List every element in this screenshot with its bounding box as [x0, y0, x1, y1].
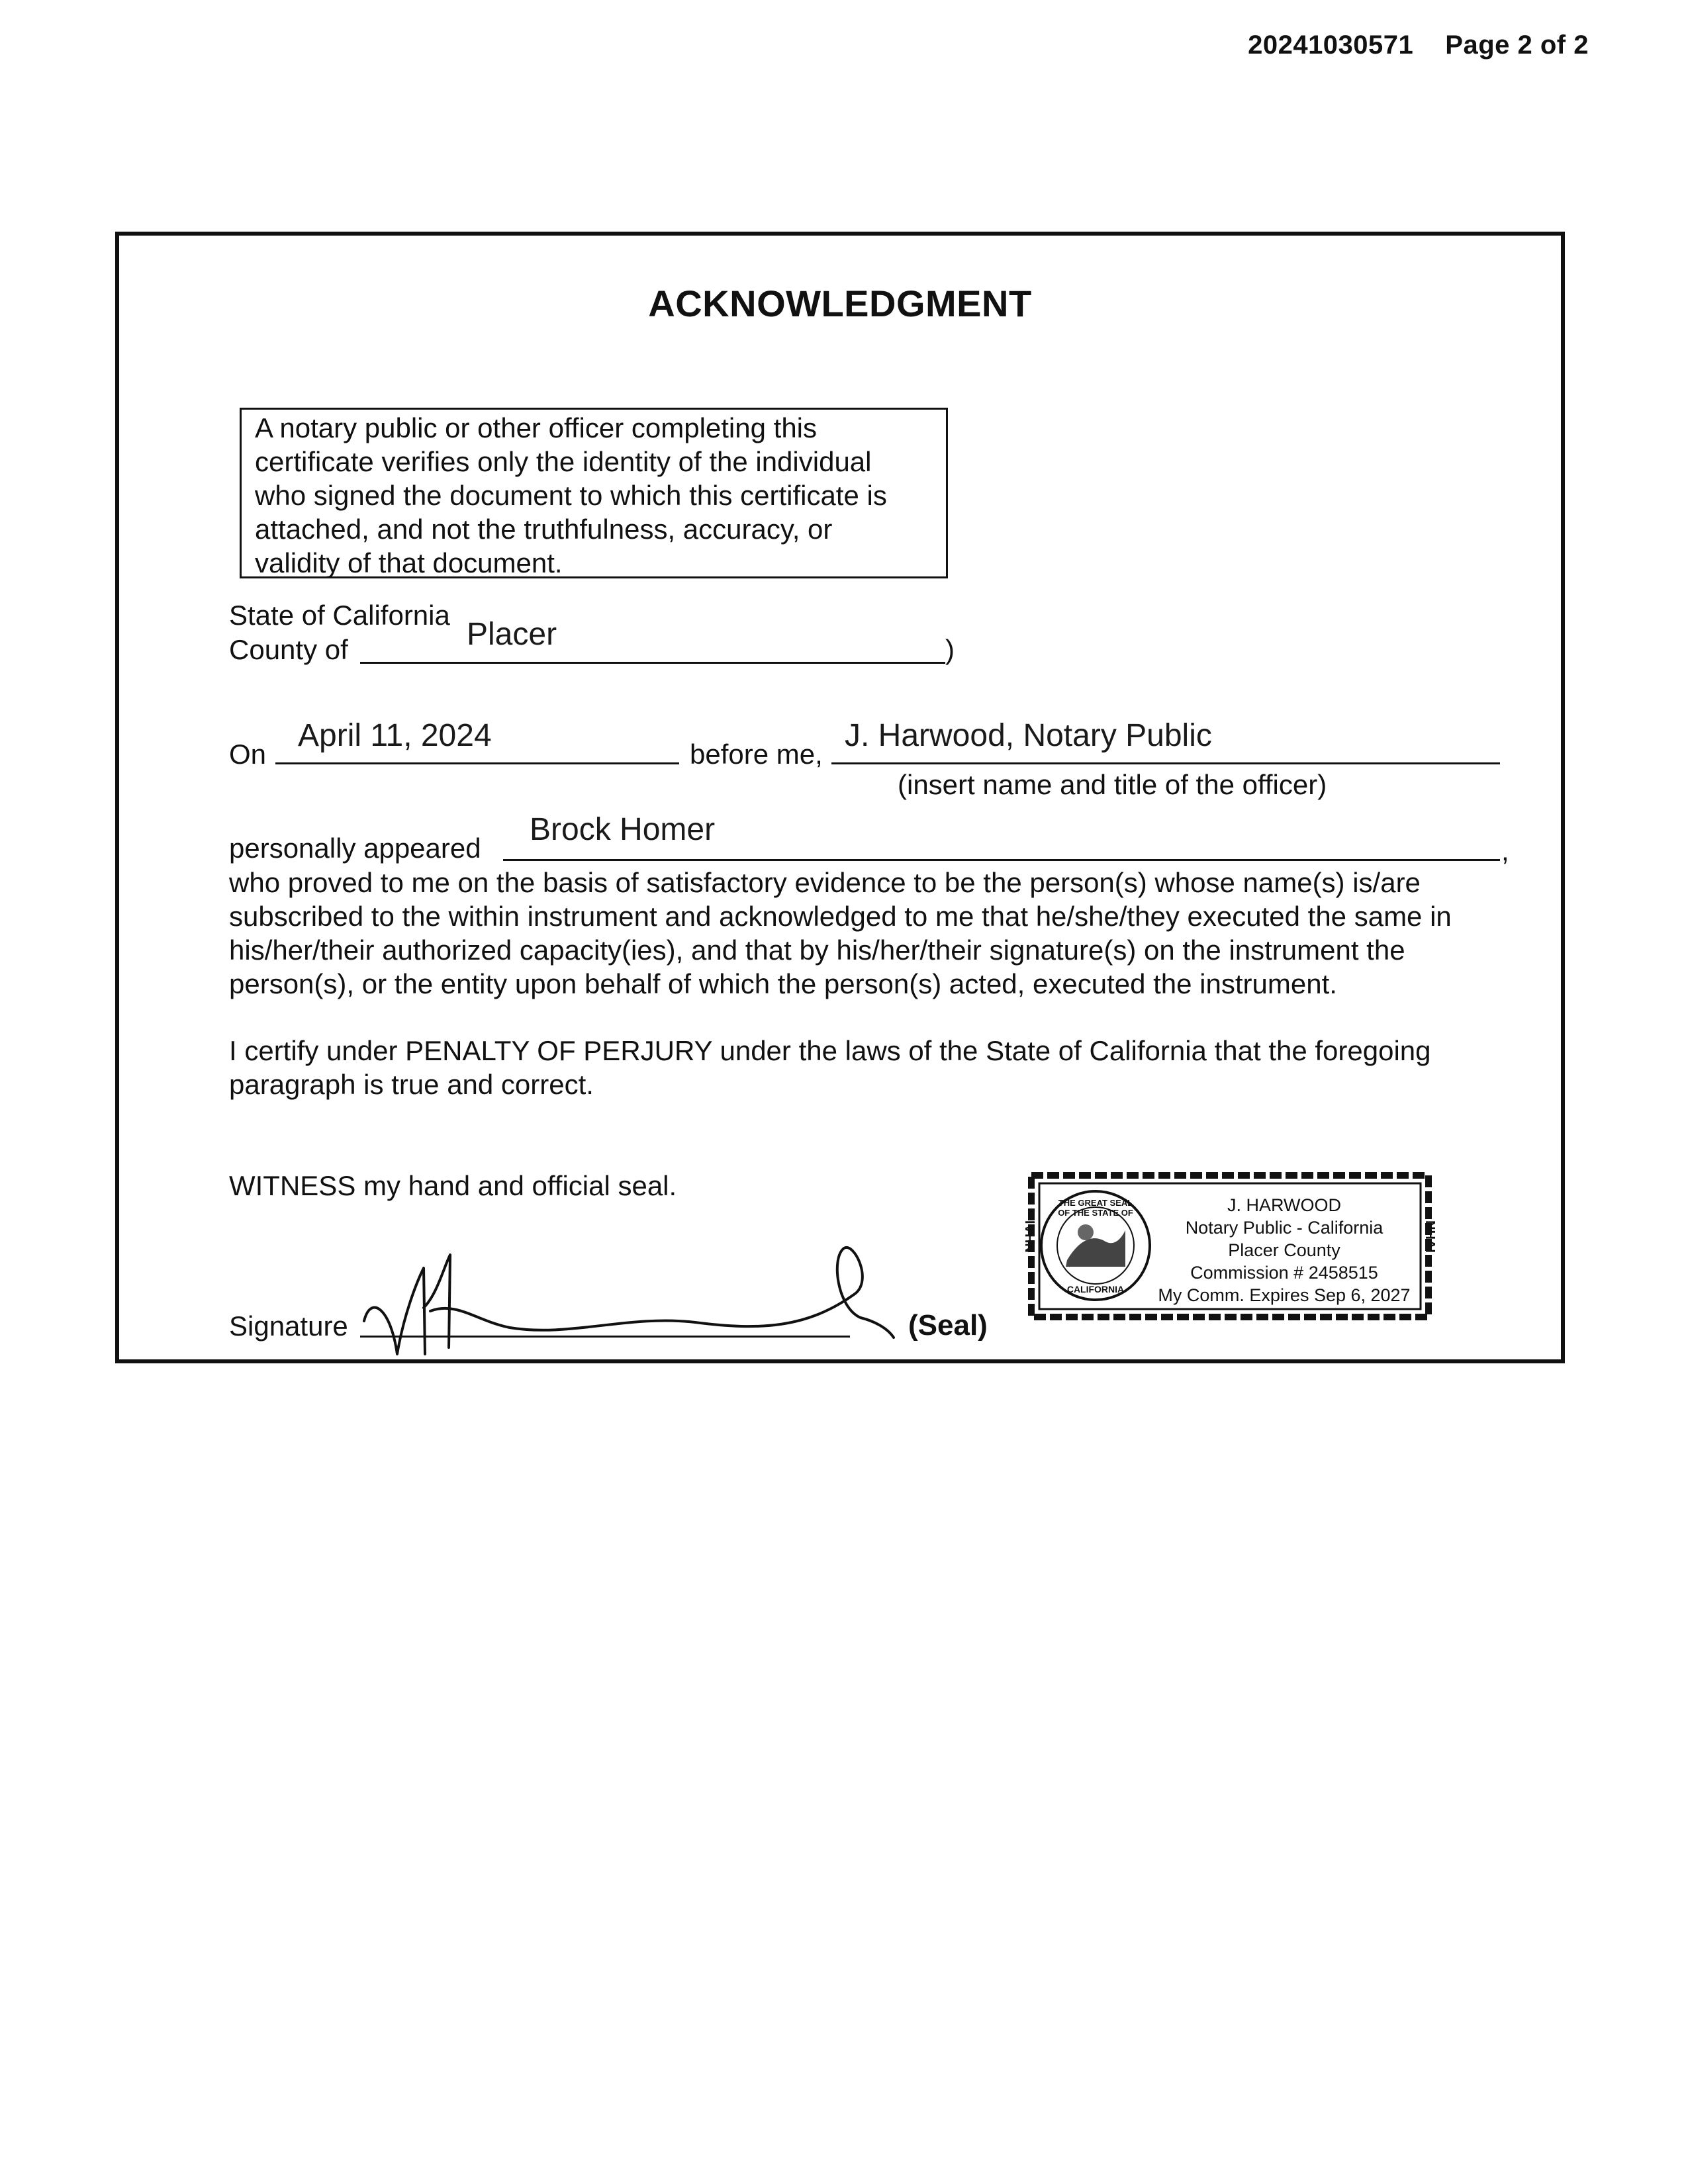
signer-underline: [503, 859, 1500, 861]
paragraph-line: who proved to me on the basis of satisfactory evidence to be the person(s) whose name(s) is/are: [229, 867, 1421, 898]
notice-line: attached, and not the truthfulness, accuracy, or: [255, 514, 833, 545]
date-field[interactable]: April 11, 2024: [298, 718, 492, 753]
county-field[interactable]: Placer: [467, 617, 557, 652]
officer-underline: [831, 762, 1500, 764]
paragraph-line: subscribed to the within instrument and acknowledged to me that he/she/they executed the same in: [229, 901, 1452, 932]
county-label: County of: [229, 634, 348, 665]
proof-paragraph: [229, 866, 1526, 1001]
stamp-expiration: My Comm. Expires Sep 6, 2027: [1158, 1285, 1411, 1305]
seal-label: (Seal): [908, 1309, 988, 1342]
witness-statement: WITNESS my hand and official seal.: [229, 1170, 677, 1201]
appeared-label: personally appeared: [229, 833, 481, 864]
appeared-comma: ,: [1501, 835, 1509, 866]
acknowledgment-frame: [115, 232, 1565, 1363]
notice-line: validity of that document.: [255, 547, 563, 578]
notary-notice-box: [240, 408, 948, 578]
stamp-notary-title: Notary Public - California: [1185, 1218, 1383, 1238]
perjury-paragraph: [229, 1034, 1526, 1101]
county-underline: [360, 662, 945, 664]
notary-stamp: [1023, 1167, 1437, 1326]
seal-bottom-text: CALIFORNIA: [1066, 1284, 1125, 1295]
notice-line: certificate verifies only the identity of the individual: [255, 446, 872, 477]
signature-label: Signature: [229, 1310, 348, 1342]
document-number: 20241030571: [1248, 30, 1414, 60]
seal-top-text: THE GREAT SEAL OF THE STATE OF: [1058, 1198, 1133, 1218]
stamp-text-block: [1152, 1194, 1417, 1306]
page-number: Page 2 of 2: [1445, 30, 1589, 60]
notice-line: A notary public or other officer completing this: [255, 412, 818, 443]
state-label: State of California: [229, 600, 450, 631]
perjury-line: paragraph is true and correct.: [229, 1069, 594, 1100]
perjury-line: I certify under PENALTY OF PERJURY under the laws of the State of California that the foregoing: [229, 1035, 1431, 1066]
county-close-paren: ): [945, 634, 955, 665]
before-me-label: before me,: [690, 739, 823, 770]
officer-caption: (insert name and title of the officer): [898, 769, 1327, 800]
signer-name-field[interactable]: Brock Homer: [530, 812, 716, 847]
handwritten-signature[interactable]: [351, 1228, 914, 1361]
notice-line: who signed the document to which this certificate is: [255, 480, 887, 511]
officer-field[interactable]: J. Harwood, Notary Public: [845, 718, 1212, 753]
stamp-county: Placer County: [1228, 1240, 1340, 1260]
paragraph-line: person(s), or the entity upon behalf of which the person(s) acted, executed the instrument.: [229, 968, 1337, 999]
on-label: On: [229, 739, 267, 770]
date-underline: [275, 762, 679, 764]
stamp-notary-name: J. HARWOOD: [1227, 1195, 1341, 1215]
stamp-commission: Commission # 2458515: [1190, 1263, 1378, 1283]
stamp-side-mark-right: NHAI: [1423, 1220, 1437, 1253]
form-title: ACKNOWLEDGMENT: [648, 283, 1032, 324]
stamp-side-mark-left: NHAI: [1023, 1220, 1038, 1253]
paragraph-line: his/her/their authorized capacity(ies), and that by his/her/their signature(s) on the instrument the: [229, 934, 1405, 966]
page-header: [1216, 30, 1589, 60]
